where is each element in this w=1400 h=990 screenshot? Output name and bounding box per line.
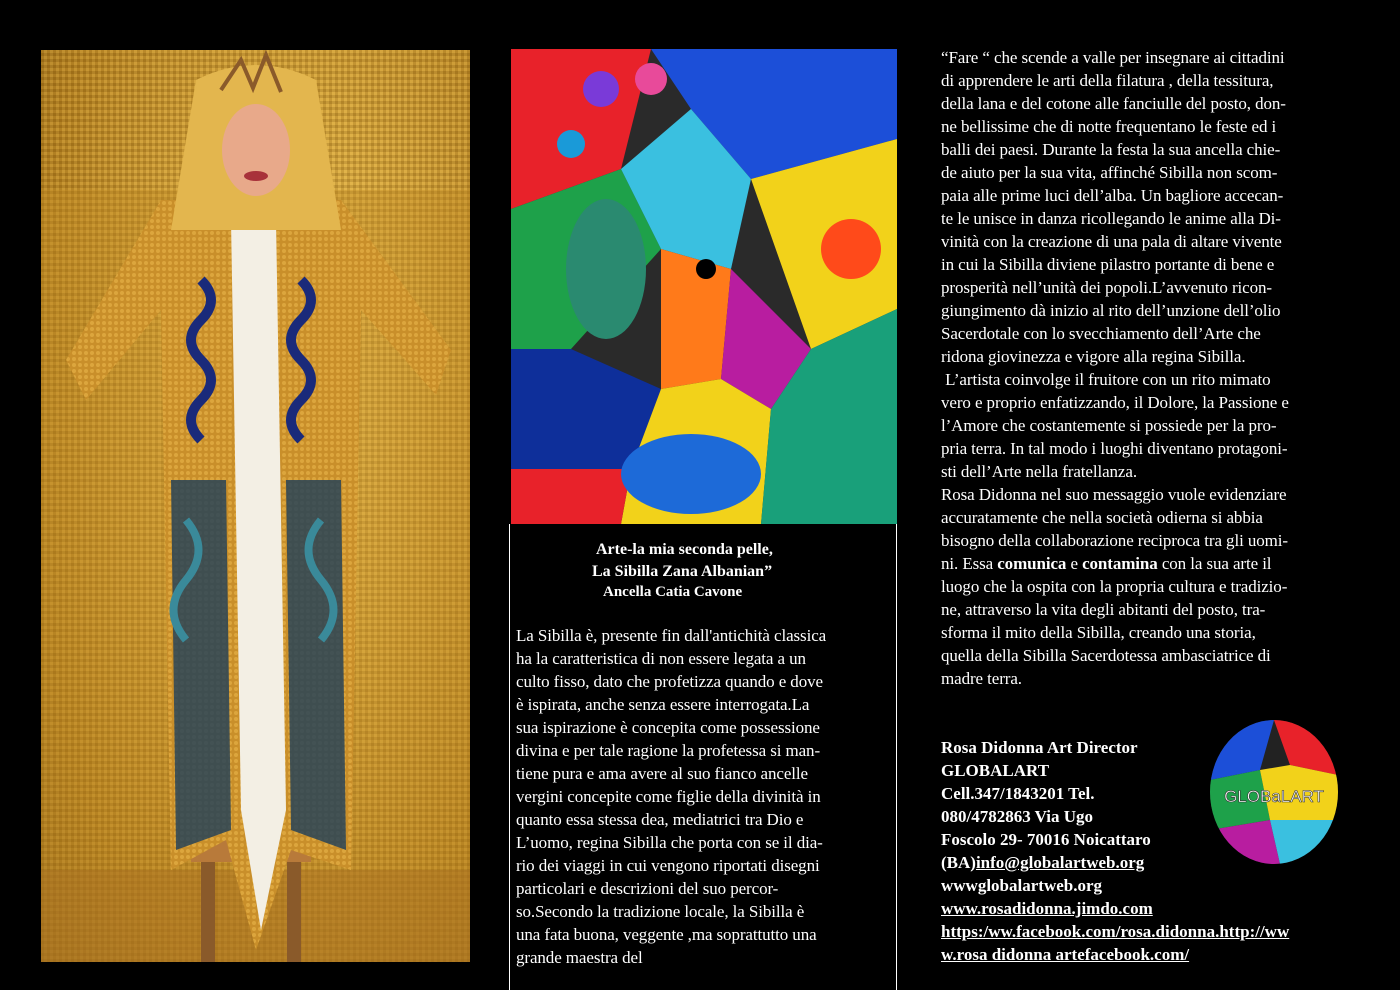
text-line: balli dei paesi. Durante la festa la sua ancella chie- <box>941 140 1281 159</box>
contact-address-2: Foscolo 29- 70016 Noicattaro <box>941 830 1151 849</box>
text-line: della lana e del cotone alle fanciulle del posto, don- <box>941 94 1286 113</box>
text-line: te le unisce in danza ricollegando le anime alla Di- <box>941 209 1281 228</box>
bold-word-contamina: contamina <box>1082 554 1158 573</box>
contact-region: (BA) <box>941 853 976 872</box>
text-line: ha la caratteristica di non essere legata a un <box>516 649 806 668</box>
text-line: sti dell’Arte nella fratellanza. <box>941 462 1137 481</box>
contact-address-1: 080/4782863 Via Ugo <box>941 807 1094 826</box>
text-line: Rosa Didonna nel suo messaggio vuole evidenziare <box>941 485 1287 504</box>
text-line: di apprendere le arti della filatura , della tessitura, <box>941 71 1274 90</box>
text-line: quella della Sibilla Sacerdotessa ambasciatrice di <box>941 646 1271 665</box>
globalart-logo <box>1210 720 1338 864</box>
text-line: accuratamente che nella società odierna si abbia <box>941 508 1263 527</box>
painting-caption <box>586 539 886 602</box>
text-segment: e <box>1066 554 1083 573</box>
text-line: grande maestra del <box>516 948 643 967</box>
artist-robe-illustration <box>41 50 470 962</box>
text-line: una fata buona, veggente ,ma soprattutto una <box>516 925 817 944</box>
sibilla-story-text <box>941 46 1361 690</box>
text-line: particolari e descrizioni del suo percor- <box>516 879 779 898</box>
caption-author: Ancella Catia Cavone <box>603 584 743 600</box>
text-line: l’Amore che costantemente si possiede per la pro- <box>941 416 1277 435</box>
text-line: ne, attraverso la vita degli abitanti del posto, tra- <box>941 600 1266 619</box>
contact-name: Rosa Didonna Art Director <box>941 738 1138 757</box>
text-line: vinità con la creazione di una pala di altare vivente <box>941 232 1282 251</box>
text-line: culto fisso, dato che profetizza quando e dove <box>516 672 823 691</box>
text-line: so.Secondo la tradizione locale, la Sibilla è <box>516 902 805 921</box>
facebook-link[interactable]: https:/ww.facebook.com/rosa.didonna.http://ww <box>941 922 1290 941</box>
artist-photo <box>41 50 470 962</box>
text-line: sforma il mito della Sibilla, creando una storia, <box>941 623 1256 642</box>
text-line: sua ispirazione è concepita come possessione <box>516 718 820 737</box>
text-line: in cui la Sibilla diviene pilastro portante di bene e <box>941 255 1275 274</box>
text-line: Sacerdotale con lo svecchiamento dell’Arte che <box>941 324 1261 343</box>
text-line: divina e per tale ragione la profetessa si man- <box>516 741 821 760</box>
contact-org: GLOBALART <box>941 761 1050 780</box>
email-link[interactable]: info@globalartweb.org <box>975 853 1145 872</box>
text-line: de aiuto per la sua vita, affinché Sibilla non scom- <box>941 163 1278 182</box>
jimdo-link[interactable]: www.rosadidonna.jimdo.com <box>941 899 1153 918</box>
text-line: ridona giovinezza e vigore alla regina Sibilla. <box>941 347 1246 366</box>
text-line: luogo che la ospita con la propria cultura e tradizio- <box>941 577 1288 596</box>
text-line: paia alle prime luci dell’alba. Un bagliore accecan- <box>941 186 1284 205</box>
sibilla-intro-text <box>516 624 891 969</box>
text-line: vergini concepite come figlie della divinità in <box>516 787 821 806</box>
logo-mosaic <box>1210 720 1338 864</box>
text-line: L’artista coinvolge il fruitore con un rito mimato <box>941 370 1271 389</box>
painting-illustration <box>511 49 897 524</box>
text-line: vero e proprio enfatizzando, il Dolore, la Passione e <box>941 393 1289 412</box>
text-line: madre terra. <box>941 669 1022 688</box>
caption-title-line2: La Sibilla Zana Albanian” <box>592 563 773 580</box>
text-line: rio dei viaggi in cui vengono riportati disegni <box>516 856 820 875</box>
text-line: tiene pura e ama avere al suo fianco ancelle <box>516 764 808 783</box>
text-line: L’uomo, regina Sibilla che porta con se il dia- <box>516 833 823 852</box>
text-segment: con la sua arte il <box>1157 554 1272 573</box>
text-line: è ispirata, anche senza essere interrogata.La <box>516 695 810 714</box>
facebook-link-continued[interactable]: w.rosa didonna artefacebook.com/ <box>941 945 1190 964</box>
mosaic-painting <box>511 49 897 524</box>
website-text: wwwglobalartweb.org <box>941 876 1103 895</box>
text-line: La Sibilla è, presente fin dall'antichità classica <box>516 626 827 645</box>
text-line: ne bellissime che di notte frequentano le feste ed i <box>941 117 1277 136</box>
text-line: pria terra. In tal modo i luoghi diventano protagoni- <box>941 439 1288 458</box>
text-line: quanto essa stessa dea, mediatrici tra Dio e <box>516 810 804 829</box>
text-line: giungimento dà inizio al rito dell’unzione dell’olio <box>941 301 1281 320</box>
contact-phone: Cell.347/1843201 Tel. <box>941 784 1095 803</box>
text-line: “Fare “ che scende a valle per insegnare ai cittadini <box>941 48 1285 67</box>
text-line: prosperità nell’unità dei popoli.L’avvenuto ricon- <box>941 278 1272 297</box>
text-segment: ni. Essa <box>941 554 998 573</box>
caption-title-line1: Arte-la mia seconda pelle, <box>596 541 773 558</box>
logo-text: GLOBaLART <box>1224 787 1324 806</box>
text-line-rich <box>941 552 1361 575</box>
bold-word-comunica: comunica <box>997 554 1067 573</box>
text-line: bisogno della collaborazione reciproca tra gli uomi- <box>941 531 1288 550</box>
